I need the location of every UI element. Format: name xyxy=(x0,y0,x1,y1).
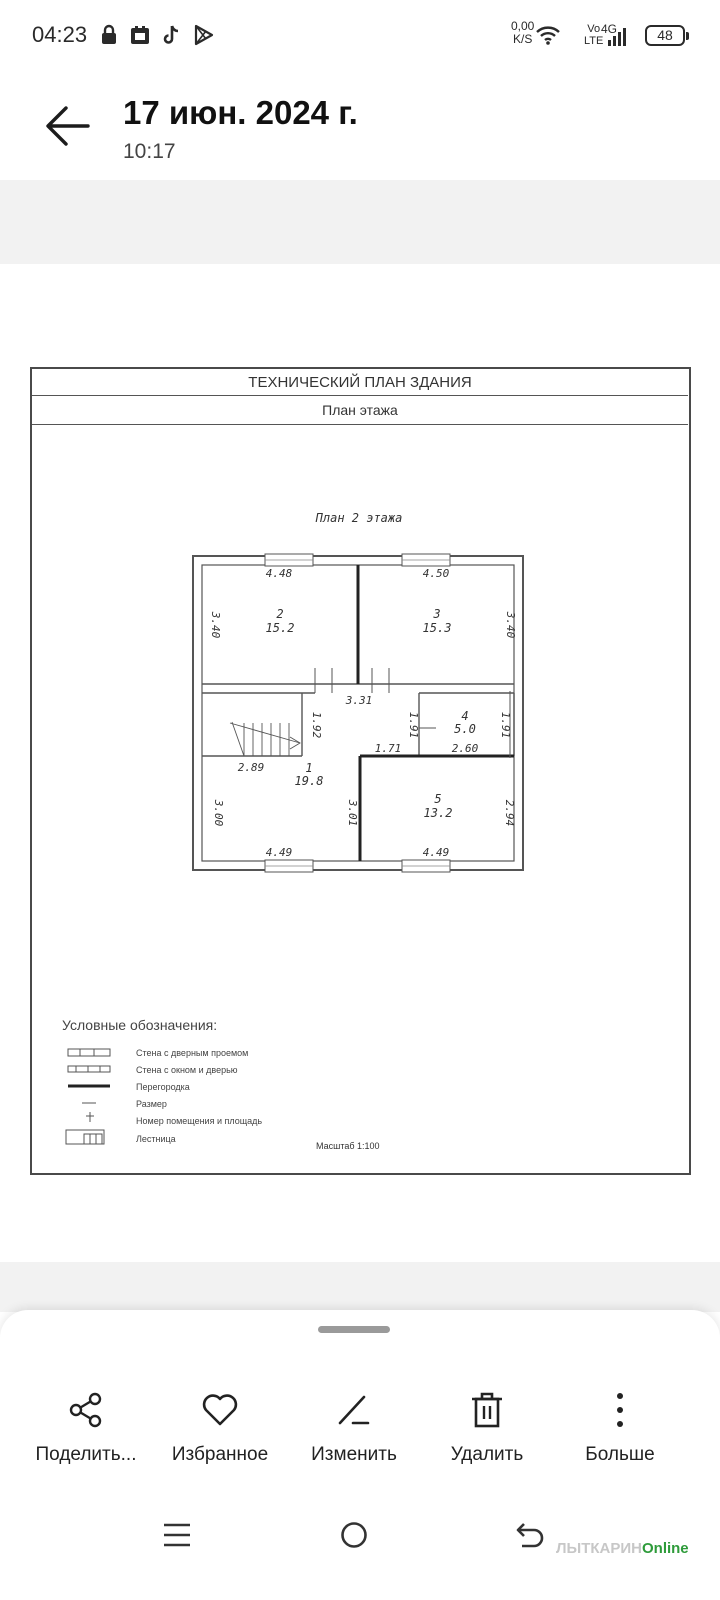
dimension-label: 3.40 xyxy=(504,611,517,639)
watermark-part2: Online xyxy=(641,1540,689,1557)
legend-item: Стена с окном и дверью xyxy=(136,1065,238,1075)
dimension-label: 3.31 xyxy=(345,694,373,707)
heart-icon xyxy=(200,1390,240,1430)
back-arrow-icon[interactable] xyxy=(44,104,92,148)
room-area: 19.8 xyxy=(294,774,324,788)
plan-subtitle: План этажа xyxy=(32,396,688,425)
image-background-bottom xyxy=(0,1262,720,1312)
room-area: 15.2 xyxy=(265,621,295,635)
recent-apps-icon[interactable] xyxy=(162,1520,192,1550)
network-speed-value: 0,00 xyxy=(511,19,535,33)
legend-item: Стена с дверным проемом xyxy=(136,1048,249,1058)
drag-handle[interactable] xyxy=(318,1326,390,1333)
floor-plan-image[interactable] xyxy=(30,367,691,1175)
dimension-label: 2.94 xyxy=(503,799,516,827)
signal-icon xyxy=(606,28,628,46)
more-icon xyxy=(600,1390,640,1430)
image-background-top xyxy=(0,180,720,264)
dimension-label: 3.01 xyxy=(346,799,359,827)
floor-plan-drawing xyxy=(32,425,688,1173)
more-button[interactable] xyxy=(550,1390,690,1480)
favorite-button[interactable] xyxy=(150,1390,290,1480)
dimension-label: 3.00 xyxy=(212,799,225,827)
dimension-label: 2.89 xyxy=(237,761,265,774)
network-speed xyxy=(511,20,534,46)
volte-bottom: LTE xyxy=(584,35,604,47)
volte-top: Vo xyxy=(587,23,601,35)
status-bar xyxy=(0,0,720,72)
legend-item: Размер xyxy=(136,1099,167,1109)
site-watermark xyxy=(556,1540,689,1557)
app-notification-icon xyxy=(130,24,150,46)
lock-icon xyxy=(100,24,118,46)
photo-time: 10:17 xyxy=(123,140,176,163)
dimension-label: 2.60 xyxy=(451,742,479,755)
legend-title: Условные обозначения: xyxy=(62,1017,218,1033)
room-area: 13.2 xyxy=(423,806,453,820)
bottom-action-sheet xyxy=(0,1310,720,1600)
room-number: 1 xyxy=(305,761,313,775)
network-speed-unit: K/S xyxy=(513,32,533,46)
legend-item: Номер помещения и площадь xyxy=(136,1116,263,1126)
dimension-label: 4.49 xyxy=(422,846,450,859)
room-number: 2 xyxy=(276,607,284,621)
room-number: 5 xyxy=(434,792,442,806)
legend-item: Перегородка xyxy=(136,1082,190,1092)
dimension-label: 4.49 xyxy=(265,846,293,859)
legend-symbols xyxy=(66,1049,110,1144)
dimension-label: 1.71 xyxy=(374,742,402,755)
share-icon xyxy=(66,1390,106,1430)
room-number: 4 xyxy=(461,709,469,723)
play-store-icon xyxy=(193,24,215,46)
plan-title: ТЕХНИЧЕСКИЙ ПЛАН ЗДАНИЯ xyxy=(32,369,688,396)
watermark-part1: ЛЫТКАРИН xyxy=(556,1540,642,1557)
dimension-label: 1.91 xyxy=(499,711,512,739)
status-time: 04:23 xyxy=(32,22,88,47)
room-area: 5.0 xyxy=(454,722,476,736)
edit-button[interactable] xyxy=(284,1390,424,1480)
dimension-label: 1.92 xyxy=(310,711,323,739)
trash-icon xyxy=(467,1390,507,1430)
share-label: Поделить... xyxy=(35,1444,137,1465)
floor-label: План 2 этажа xyxy=(315,511,403,525)
more-label: Больше xyxy=(585,1444,655,1465)
room-area: 15.3 xyxy=(422,621,452,635)
room-number: 3 xyxy=(433,607,441,621)
legend-item: Лестница xyxy=(136,1134,176,1144)
delete-button[interactable] xyxy=(417,1390,557,1480)
back-nav-icon[interactable] xyxy=(514,1520,546,1550)
photo-date: 17 июн. 2024 г. xyxy=(123,94,358,131)
edit-icon xyxy=(334,1390,374,1430)
plan-scale: Масштаб 1:100 xyxy=(316,1141,380,1151)
dimension-label: 1.91 xyxy=(407,711,420,739)
network-type: 4G xyxy=(601,22,618,36)
dimension-label: 3.40 xyxy=(209,611,222,639)
wifi-icon xyxy=(535,24,561,46)
battery-indicator: 48 xyxy=(645,25,685,46)
tiktok-icon xyxy=(162,24,182,46)
dimension-label: 4.50 xyxy=(422,567,450,580)
edit-label: Изменить xyxy=(311,1444,397,1465)
share-button[interactable] xyxy=(16,1390,156,1480)
delete-label: Удалить xyxy=(450,1444,524,1465)
favorite-label: Избранное xyxy=(171,1444,269,1465)
dimension-label: 4.48 xyxy=(265,567,293,580)
home-icon[interactable] xyxy=(339,1520,369,1550)
